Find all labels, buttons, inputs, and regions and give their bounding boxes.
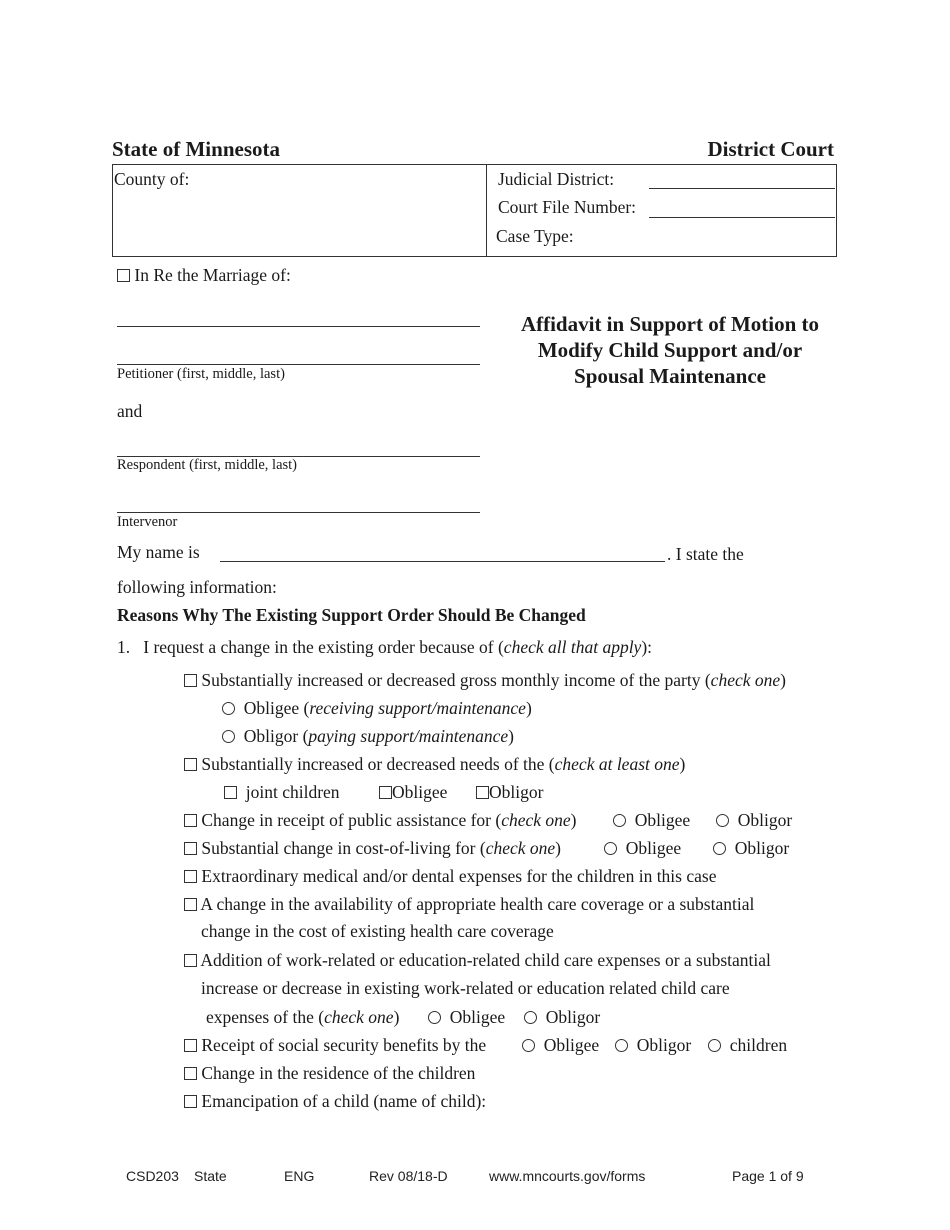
child-care-text-3b: ) — [393, 1007, 400, 1027]
cc-obligor-option — [524, 1007, 600, 1028]
needs-obligee-option — [379, 782, 447, 803]
residence-option — [184, 1063, 475, 1084]
ss-obligor-label: Obligor — [636, 1035, 692, 1055]
cost-of-living-italic: check one — [485, 838, 556, 858]
needs-text: Substantially increased or decreased needs of the ( — [201, 754, 555, 774]
ss-children-option — [708, 1035, 787, 1056]
medical-option — [184, 866, 716, 887]
respondent-label: Respondent (first, middle, last) — [117, 457, 298, 473]
social-security-checkbox[interactable] — [184, 1039, 197, 1052]
obligee-receiving-option — [222, 698, 532, 719]
income-text: Substantially increased or decreased gross monthly income of the party ( — [201, 670, 711, 690]
col-obligor-radio[interactable] — [713, 842, 726, 855]
footer-language: ENG — [284, 1168, 315, 1184]
cost-of-living-checkbox[interactable] — [184, 842, 197, 855]
item-1-end: ): — [641, 637, 653, 657]
medical-checkbox[interactable] — [184, 870, 197, 883]
footer-revision: Rev 08/18-D — [369, 1168, 448, 1184]
income-checkbox[interactable] — [184, 674, 197, 687]
child-care-text-3 — [206, 1007, 399, 1028]
health-care-option — [184, 894, 754, 915]
pa-obligee-radio[interactable] — [613, 814, 626, 827]
col-obligor-option — [713, 838, 789, 859]
public-assistance-text: Change in receipt of public assistance for ( — [201, 810, 502, 830]
cc-obligee-radio[interactable] — [428, 1011, 441, 1024]
obligor-paying-label: Obligor ( — [243, 726, 309, 746]
health-care-text-2: change in the cost of existing health care coverage — [201, 921, 554, 941]
child-care-text-2: increase or decrease in existing work-related or education related child care — [201, 978, 730, 998]
party-name-field-1[interactable] — [117, 326, 480, 327]
pa-obligor-radio[interactable] — [716, 814, 729, 827]
pa-obligee-label: Obligee — [634, 810, 691, 830]
title-line-2: Modify Child Support and/or — [537, 338, 803, 362]
footer-state: State — [194, 1168, 227, 1184]
income-end: ) — [780, 670, 786, 690]
judicial-district-field[interactable] — [649, 188, 835, 189]
marriage-checkbox[interactable] — [117, 269, 130, 282]
ss-obligee-label: Obligee — [543, 1035, 600, 1055]
cc-obligor-radio[interactable] — [524, 1011, 537, 1024]
ss-obligee-option — [522, 1035, 599, 1056]
health-care-text-1: A change in the availability of appropriate health care coverage or a substantial — [200, 894, 755, 914]
obligee-receiving-end: ) — [525, 698, 532, 718]
obligee-receiving-label: Obligee ( — [243, 698, 310, 718]
emancipation-text: Emancipation of a child (name of child): — [201, 1091, 487, 1111]
col-obligor-label: Obligor — [734, 838, 790, 858]
needs-obligor-checkbox[interactable] — [476, 786, 489, 799]
form-title — [500, 311, 840, 389]
needs-option — [184, 754, 685, 775]
ss-obligee-radio[interactable] — [522, 1039, 535, 1052]
residence-checkbox[interactable] — [184, 1067, 197, 1080]
joint-children-checkbox[interactable] — [224, 786, 237, 799]
cost-of-living-end: ) — [555, 838, 561, 858]
ss-children-label: children — [729, 1035, 788, 1055]
item-1-italic: check all that apply — [503, 637, 642, 657]
emancipation-checkbox[interactable] — [184, 1095, 197, 1108]
child-care-italic: check one — [324, 1007, 394, 1027]
court-file-number-field[interactable] — [649, 217, 835, 218]
following-info-label: following information: — [117, 577, 277, 597]
court-heading: District Court — [707, 137, 834, 161]
pa-obligor-label: Obligor — [737, 810, 793, 830]
child-care-checkbox[interactable] — [184, 954, 197, 967]
petitioner-label: Petitioner (first, middle, last) — [117, 366, 285, 382]
obligee-receiving-italic: receiving support/maintenance — [309, 698, 526, 718]
item-1 — [117, 637, 652, 658]
ss-obligor-option — [615, 1035, 691, 1056]
ss-obligor-radio[interactable] — [615, 1039, 628, 1052]
footer-url[interactable]: www.mncourts.gov/forms — [489, 1168, 646, 1184]
medical-text: Extraordinary medical and/or dental expenses for the children in this case — [201, 866, 717, 886]
public-assistance-italic: check one — [501, 810, 571, 830]
caption-box — [112, 164, 837, 257]
item-1-text: I request a change in the existing order because of ( — [143, 637, 504, 657]
needs-end: ) — [679, 754, 686, 774]
obligee-receiving-radio[interactable] — [222, 702, 235, 715]
petitioner-field[interactable] — [117, 364, 480, 365]
caption-divider — [486, 165, 487, 257]
needs-obligor-option — [476, 782, 543, 803]
public-assistance-option — [184, 810, 577, 831]
section-heading: Reasons Why The Existing Support Order Should Be Changed — [117, 605, 586, 625]
needs-obligee-checkbox[interactable] — [379, 786, 392, 799]
needs-obligor-label: Obligor — [489, 782, 544, 802]
public-assistance-end: ) — [570, 810, 577, 830]
col-obligee-option — [604, 838, 681, 859]
court-file-number-label: Court File Number: — [498, 197, 637, 217]
cost-of-living-option — [184, 838, 561, 859]
needs-suboptions — [224, 782, 340, 803]
income-italic: check one — [710, 670, 781, 690]
social-security-text: Receipt of social security benefits by the — [201, 1035, 487, 1055]
footer-form-code: CSD203 — [126, 1168, 179, 1184]
joint-children-label: joint children — [245, 782, 340, 802]
pa-obligor-option — [716, 810, 792, 831]
cc-obligee-option — [428, 1007, 505, 1028]
and-label: and — [117, 401, 143, 421]
intervenor-label: Intervenor — [117, 514, 178, 530]
intervenor-field[interactable] — [117, 512, 480, 513]
judicial-district-label: Judicial District: — [498, 169, 615, 189]
residence-text: Change in the residence of the children — [201, 1063, 476, 1083]
obligor-paying-radio[interactable] — [222, 730, 235, 743]
col-obligee-radio[interactable] — [604, 842, 617, 855]
needs-checkbox[interactable] — [184, 758, 197, 771]
needs-italic: check at least one — [554, 754, 680, 774]
case-type-label: Case Type: — [496, 226, 574, 246]
emancipation-option — [184, 1091, 486, 1112]
obligor-paying-italic: paying support/maintenance — [308, 726, 509, 746]
social-security-option — [184, 1035, 486, 1056]
cost-of-living-text: Substantial change in cost-of-living for ( — [201, 838, 486, 858]
title-line-1: Affidavit in Support of Motion to — [520, 312, 820, 336]
marriage-row — [117, 265, 291, 286]
child-care-text-1: Addition of work-related or education-related child care expenses or a substantial — [200, 950, 771, 970]
col-obligee-label: Obligee — [625, 838, 682, 858]
needs-obligee-label: Obligee — [392, 782, 448, 802]
obligor-paying-end: ) — [508, 726, 514, 746]
state-the-label: . I state the — [667, 544, 744, 564]
health-care-checkbox[interactable] — [184, 898, 197, 911]
child-care-text-3a: expenses of the ( — [206, 1007, 325, 1027]
title-line-3: Spousal Maintenance — [574, 364, 766, 388]
cc-obligor-label: Obligor — [545, 1007, 601, 1027]
marriage-label: In Re the Marriage of: — [134, 265, 291, 285]
income-option — [184, 670, 786, 691]
ss-children-radio[interactable] — [708, 1039, 721, 1052]
my-name-field[interactable] — [220, 561, 665, 562]
child-care-option — [184, 950, 771, 971]
obligor-paying-option — [222, 726, 514, 747]
item-1-number: 1. — [117, 637, 131, 657]
my-name-label: My name is — [117, 542, 200, 562]
pa-obligee-option — [613, 810, 690, 831]
public-assistance-checkbox[interactable] — [184, 814, 197, 827]
footer-page-number: Page 1 of 9 — [732, 1168, 804, 1184]
cc-obligee-label: Obligee — [449, 1007, 506, 1027]
county-label: County of: — [114, 169, 190, 189]
state-heading: State of Minnesota — [112, 137, 280, 161]
